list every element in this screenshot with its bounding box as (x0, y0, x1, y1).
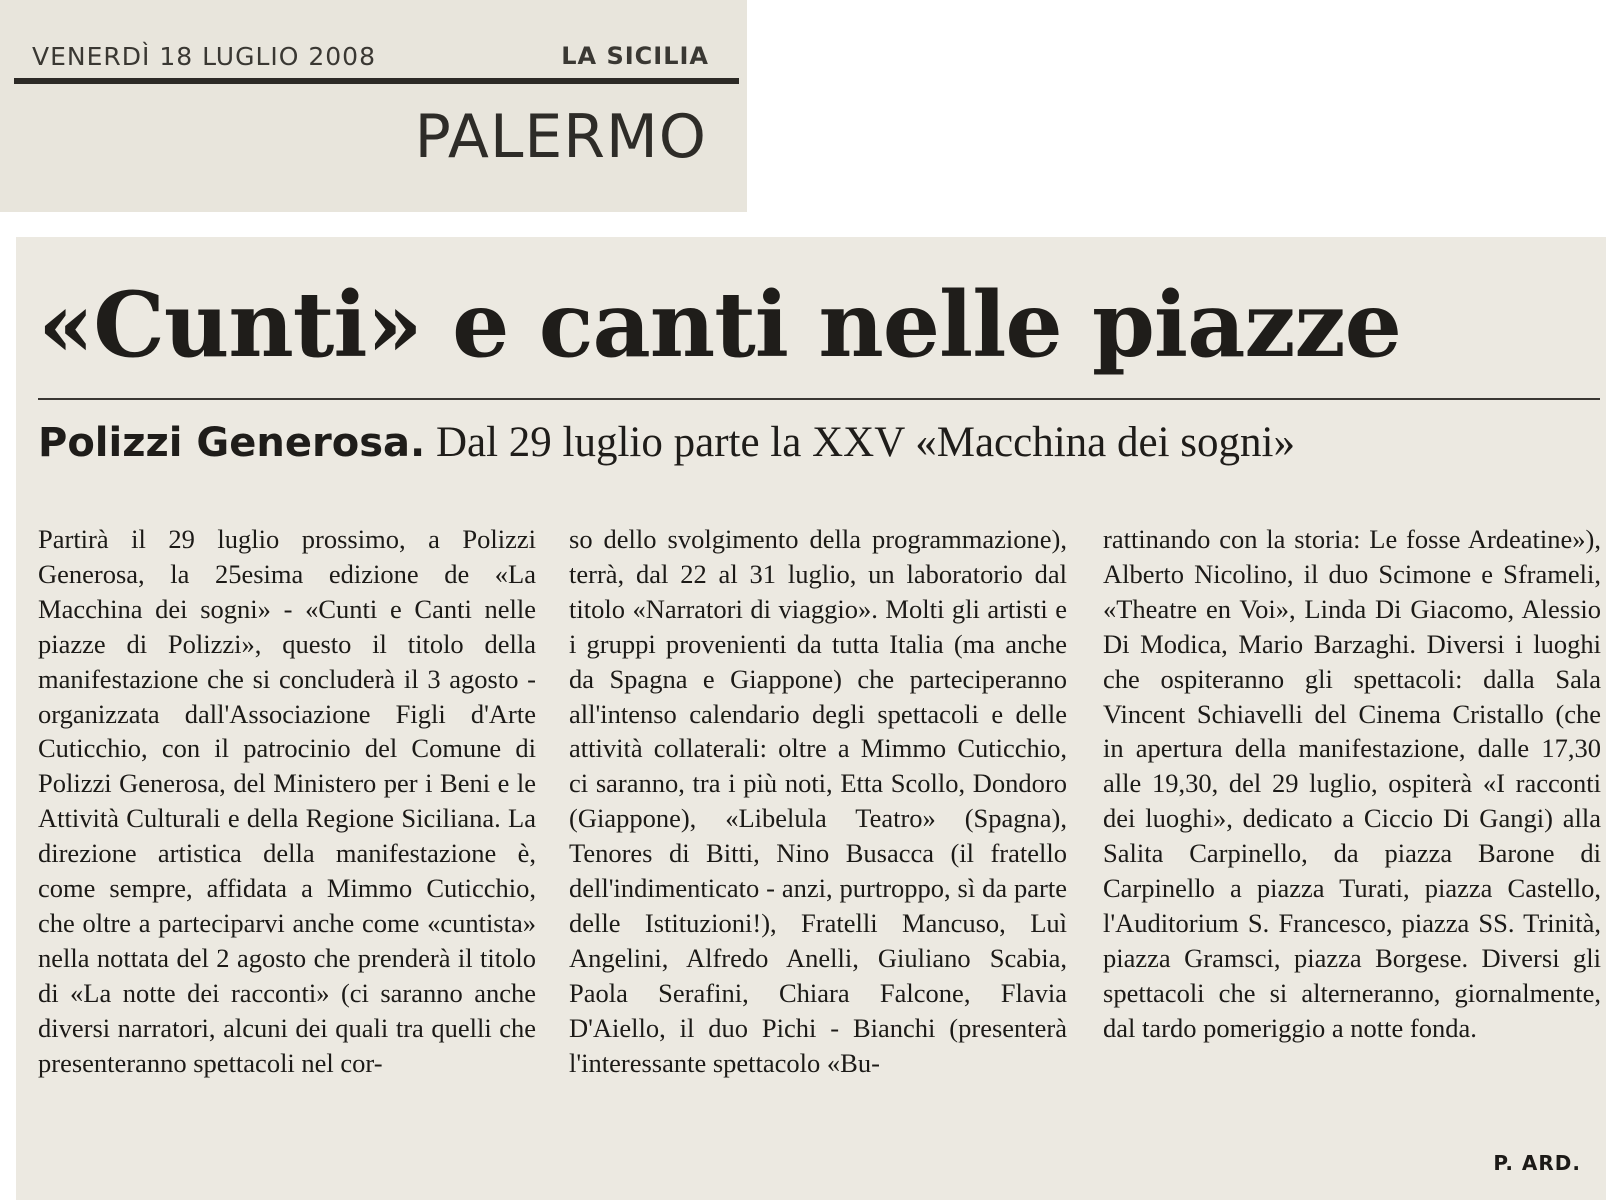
article-headline: «Cunti» e canti nelle piazze (38, 272, 1401, 378)
masthead-rule (14, 78, 739, 84)
section-title: PALERMO (414, 102, 707, 172)
subhead-deck: Dal 29 luglio parte la XXV «Macchina dei sogni» (435, 419, 1295, 466)
article-column-3: rattinando con la storia: Le fosse Ardeatine»), Alberto Nicolino, il duo Scimone e Sframeli, «Theatre en Voi», Linda Di Giacomo, Alessio Di Modica, Mario Barzaghi. Diversi i luoghi che ospiteranno gli spettacoli: dalla Sala Vincent Schiavelli del Cinema Cristallo (che in apertura della manifestazione, dalle 17,30 alle 19,30, del 29 luglio, ospiterà «I racconti dei luoghi», dedicato a Ciccio Di Gangi) alla Salita Carpinello, da piazza Barone di Carpinello a piazza Turati, piazza Castello, l'Auditorium S. Francesco, piazza SS. Trinità, piazza Gramsci, piazza Borgese. Diversi gli spettacoli che si alterneranno, giornalmente, dal tardo pomeriggio a notte fonda. (1103, 524, 1601, 1043)
article-byline: P. ARD. (1493, 1151, 1581, 1175)
newspaper-name: LA SICILIA (561, 42, 709, 70)
masthead (0, 0, 747, 212)
article-column-1: Partirà il 29 luglio prossimo, a Polizzi Generosa, la 25esima edizione de «La Macchina dei sogni» - «Cunti e Canti nelle piazze di Polizzi», questo il titolo della manifestazione che si concluderà il 3 agosto - organizzata dall'Associazione Figli d'Arte Cuticchio, con il patrocinio del Comune di Polizzi Generosa, del Ministero per i Beni e le Attività Culturali e della Regione Siciliana. La direzione artistica della manifestazione è, come sempre, affidata a Mimmo Cuticchio, che oltre a parteciparvi anche come «cuntista» nella nottata del 2 agosto che prenderà il titolo di «La notte dei racconti» (ci saranno anche diversi narratori, alcuni dei quali tra quelli che presenteranno spettacoli nel cor- (38, 524, 536, 1078)
article-column-2: so dello svolgimento della programmazione), terrà, dal 22 al 31 luglio, un laboratorio dal titolo «Narratori di viaggio». Molti gli artisti e i gruppi provenienti da tutta Italia (ma anche da Spagna e Giappone) che parteciperanno all'intenso calendario degli spettacoli e delle attività collaterali: oltre a Mimmo Cuticchio, ci saranno, tra i più noti, Etta Scollo, Dondoro (Giappone), «Libelula Teatro» (Spagna), Tenores di Bitti, Nino Busacca (il fratello dell'indimenticato - anzi, purtroppo, sì da parte delle Istituzioni!), Fratelli Mancuso, Luì Angelini, Alfredo Anelli, Giuliano Scabia, Paola Serafini, Chiara Falcone, Flavia D'Aiello, il duo Pichi - Bianchi (presenterà l'interessante spettacolo «Bu- (569, 524, 1067, 1078)
masthead-date: VENERDÌ 18 LUGLIO 2008 (32, 42, 376, 71)
headline-rule (38, 398, 1600, 400)
article-subhead (38, 418, 1295, 467)
subhead-kicker: Polizzi Generosa. (38, 420, 426, 466)
